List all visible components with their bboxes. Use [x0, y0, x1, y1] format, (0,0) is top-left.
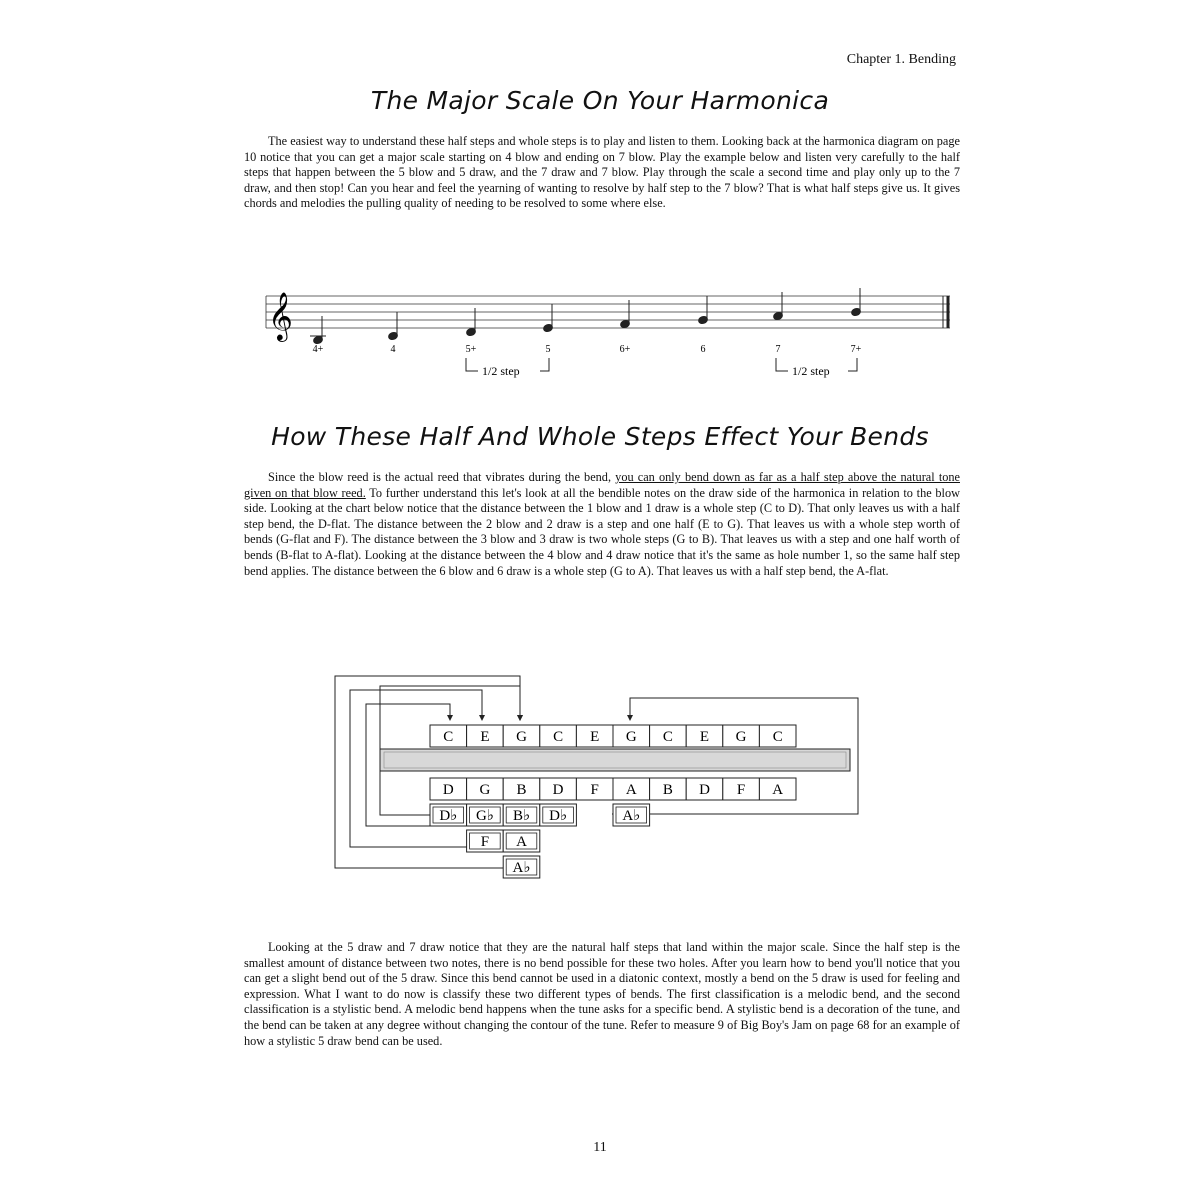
chapter-header: Chapter 1. Bending [846, 52, 956, 67]
svg-text:A: A [625, 782, 637, 798]
svg-text:D: D [699, 782, 710, 798]
chart-cell-draw [503, 778, 540, 800]
paragraph-bends-rest: To further understand this let's look at all the bendible notes on the draw side of the harmonica in relation to the blow side. Looking at the chart below notice that the distance between the 1 blow and 1 draw is a whole step (C to D). That only leaves us with a half step bend, the D-flat. The distance between the 2 blow and 2 draw is a step and one half (E to G). That leaves us with a whole step worth of bends (G-flat and F). The distance between the 3 blow and 3 draw is two whole steps (G to B). That leaves us with a step and one half worth of bends (B-flat to A-flat). Looking at the distance between the 4 blow and 4 draw notice that it's the same as hole number 1, so the same half step bend applies. The distance between the 6 blow and 6 draw is a whole step (G to A). That leaves us with a half step bend, the A-flat. [244, 485, 960, 578]
paragraph-major-scale: The easiest way to understand these half steps and whole steps is to play and listen to them. Looking back at the harmonica diagram on page 10 notice that you can get a major scale starting on 4 blow and ending on 7 blow. Play the example below and listen very carefully to the half steps that happen between the 5 blow and 5 draw, and the 7 draw and 7 blow. Play through the scale a second time and play only up to the 7 draw, and then stop! Can you hear and feel the yearning of wanting to resolve by half step to the 7 blow? That is what half steps give us. It gives chords and melodies the pulling quality of needing to be resolved to some where else. [244, 134, 960, 211]
chart-cell-draw [613, 778, 650, 800]
scale-note [698, 296, 709, 325]
chart-cell-blow [759, 725, 796, 747]
chart-cell-draw [759, 778, 796, 800]
svg-text:D: D [552, 782, 564, 798]
svg-text:G: G [516, 729, 527, 745]
treble-clef-icon: 𝄞 [268, 294, 293, 340]
chart-cell-draw [686, 778, 723, 800]
svg-text:E: E [480, 729, 490, 745]
chart-cell-blow [576, 725, 613, 747]
section-title-bends: How These Half And Whole Steps Effect Your Bends [271, 422, 929, 451]
scale-labels [313, 344, 862, 355]
svg-text:D♭: D♭ [549, 808, 568, 824]
chart-cell-bends_row1 [503, 804, 540, 826]
chart-cell-bends_row1 [467, 804, 504, 826]
scale-note-label: 4+ [312, 344, 324, 355]
chart-cell-draw [540, 778, 577, 800]
svg-text:B: B [516, 782, 527, 798]
chart-cell-blow [430, 725, 467, 747]
scale-note-label: 6+ [619, 344, 631, 355]
staff-lines [266, 296, 950, 328]
chart-cell-bends_row1 [430, 804, 467, 826]
svg-text:E: E [590, 729, 600, 745]
chart-cell-blow [467, 725, 504, 747]
section-title-major-scale: The Major Scale On Your Harmonica [370, 86, 830, 115]
svg-text:F: F [480, 834, 490, 850]
page-number: 11 [593, 1140, 607, 1155]
svg-text:F: F [590, 782, 599, 798]
paragraph-bends-underlined: you can only bend down as far as a half step above the natural tone given on that blow reed. [244, 470, 960, 500]
scale-note-label: 5+ [465, 344, 477, 355]
chart-cell-blow [613, 725, 650, 747]
svg-text:B: B [662, 782, 673, 798]
scale-note-label: 4 [390, 344, 396, 355]
chart-cell-bends_row1 [613, 804, 650, 826]
svg-text:G♭: G♭ [475, 808, 494, 824]
scale-note [851, 288, 862, 317]
svg-text:B♭: B♭ [512, 808, 531, 824]
scale-note-label: 5 [545, 344, 551, 355]
paragraph-bends-start: Since the blow reed is the actual reed that vibrates during the bend, [268, 470, 616, 484]
chart-cell-blow [723, 725, 760, 747]
scale-notes [310, 288, 861, 345]
chart-cell-blow [540, 725, 577, 747]
svg-text:D: D [442, 782, 454, 798]
scale-note-label: 7+ [850, 344, 862, 355]
chart-cell-draw [650, 778, 687, 800]
chart-cell-blow [650, 725, 687, 747]
chart-cell-draw [723, 778, 760, 800]
chart-cell-draw [576, 778, 613, 800]
chart-cell-bends_row3 [503, 856, 540, 878]
paragraph-bends [244, 470, 960, 579]
svg-text:D♭: D♭ [439, 808, 458, 824]
chart-cell-blow [503, 725, 540, 747]
svg-text:G: G [479, 782, 491, 798]
scale-note-label: 7 [775, 344, 781, 355]
svg-text:A♭: A♭ [512, 860, 531, 876]
svg-text:F: F [736, 782, 746, 798]
svg-text:A♭: A♭ [622, 808, 641, 824]
svg-text:G: G [735, 729, 747, 745]
half-step-label-1: 1/2 step [482, 364, 520, 378]
chart-cells [430, 725, 796, 878]
bend-chart [330, 670, 870, 895]
scale-note [388, 312, 399, 341]
chart-cell-bends_row2 [467, 830, 504, 852]
bend-arrows [335, 676, 858, 868]
paragraph-bend-types: Looking at the 5 draw and 7 draw notice that they are the natural half steps that land within the major scale. Since the half step is the smallest amount of distance between two notes, there is no bend possible for these two holes. After you learn how to bend you'll notice that you can get a slight bend out of the 5 draw. Since this bend cannot be used in a diatonic context, mostly a bend on the 5 draw is used for feeling and expression. What I want to do now is classify these two different types of bends. The first classification is a melodic bend, and the second classification is a stylistic bend. A melodic bend happens when the tune asks for a specific bend. A stylistic bend is a decoration of the tune, and the bend can be taken at any degree without changing the contour of the tune. Refer to measure 9 of Big Boy's Jam on page 68 for an example of how a stylistic 5 draw bend can be used. [244, 940, 960, 1048]
svg-text:A: A [516, 834, 527, 850]
scale-note [543, 304, 554, 333]
chart-cell-draw [430, 778, 467, 800]
chart-cell-bends_row1 [540, 804, 577, 826]
staff-svg [260, 272, 960, 392]
svg-text:C: C [772, 729, 783, 745]
chart-cell-blow [686, 725, 723, 747]
svg-text:E: E [699, 729, 710, 745]
chart-cell-bends_row2 [503, 830, 540, 852]
svg-text:A: A [772, 782, 784, 798]
svg-text:C: C [553, 729, 564, 745]
svg-text:G: G [625, 729, 637, 745]
scale-note-label: 6 [700, 344, 706, 355]
half-step-label-2: 1/2 step [792, 364, 830, 378]
scale-staff [260, 272, 960, 392]
chart-cell-draw [467, 778, 504, 800]
svg-text:C: C [443, 729, 454, 745]
svg-text:C: C [662, 729, 673, 745]
bend-chart-svg [330, 670, 870, 895]
